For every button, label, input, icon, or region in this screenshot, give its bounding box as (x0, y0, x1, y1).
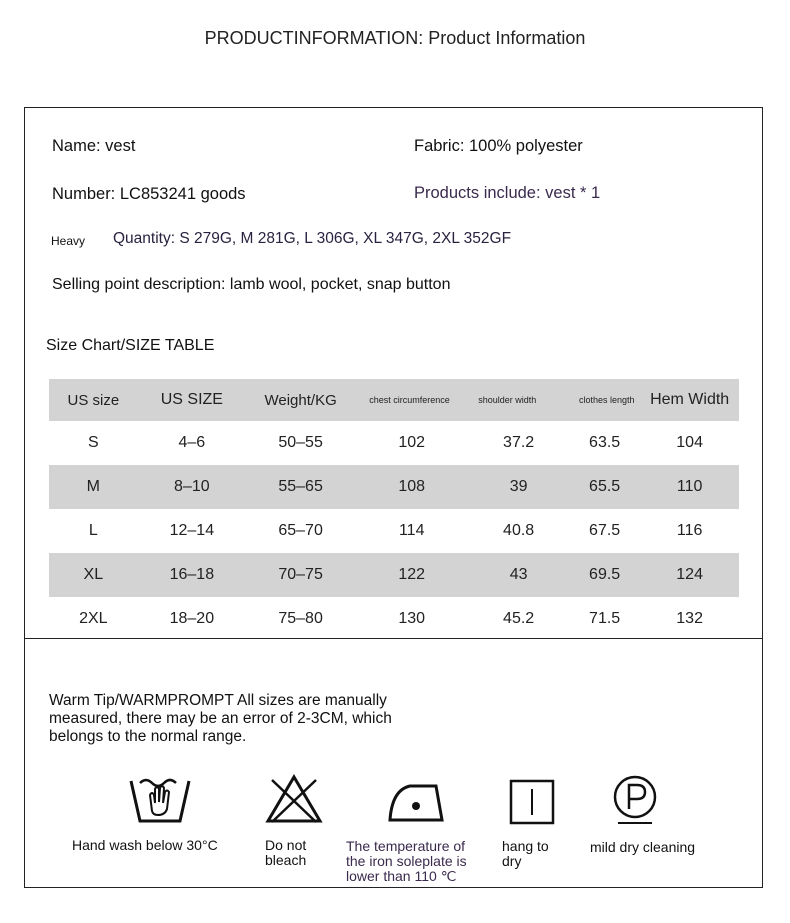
table-cell: 114 (398, 522, 425, 539)
table-cell: 104 (676, 434, 703, 451)
table-cell: 124 (640, 553, 739, 597)
table-row (49, 597, 739, 641)
table-cell: 122 (355, 553, 468, 597)
hand-wash-label: Hand wash below 30°C (72, 837, 218, 853)
header-weight: Weight/KG (246, 379, 355, 421)
table-cell: 12–14 (169, 522, 215, 539)
heavy-label: Heavy (51, 234, 86, 248)
table-row (49, 509, 739, 553)
table-cell: L (88, 522, 98, 539)
table-cell: 45.2 (503, 610, 535, 627)
table-cell: S (87, 434, 99, 451)
header-shoulder: shoulder width (468, 379, 569, 421)
table-cell: 130 (398, 610, 426, 627)
table-row (49, 421, 739, 465)
table-header-row (49, 379, 739, 421)
table-cell: 16–18 (138, 553, 246, 597)
table-cell: 69.5 (569, 553, 640, 597)
table-cell: 39 (468, 465, 569, 509)
table-row (49, 553, 739, 597)
no-bleach-label: Do not bleach (265, 837, 307, 868)
table-cell: 37.2 (503, 434, 535, 451)
table-cell: 70–75 (246, 553, 355, 597)
products-include: Products include: vest * 1 (414, 184, 601, 202)
warm-tip: Warm Tip/WARMPROMPT All sizes are manually measured, there may be an error of 2-3CM, which belongs to the normal range. (49, 692, 392, 745)
table-cell: 55–65 (246, 465, 355, 509)
table-cell: 65.5 (569, 465, 640, 509)
table-cell: 63.5 (589, 434, 621, 451)
product-name: Name: vest (52, 137, 136, 155)
table-cell: 110 (640, 465, 739, 509)
table-cell: M (49, 465, 138, 509)
header-chest: chest circumference (355, 379, 468, 421)
table-cell: 40.8 (503, 522, 535, 539)
table-cell: 132 (676, 610, 703, 627)
product-quantity: Quantity: S 279G, M 281G, L 306G, XL 347G, 2XL 352GF (113, 230, 512, 247)
table-row (49, 465, 739, 509)
header-length: clothes length (569, 379, 640, 421)
header-us-size-upper: US SIZE (138, 379, 246, 421)
table-cell: 43 (468, 553, 569, 597)
table-cell: 8–10 (138, 465, 246, 509)
hang-dry-icon (509, 779, 555, 825)
table-cell: 116 (676, 522, 703, 539)
iron-icon (386, 776, 446, 826)
no-bleach-icon (264, 772, 324, 826)
hand-wash-icon (128, 773, 192, 827)
table-cell: XL (49, 553, 138, 597)
table-cell: 67.5 (589, 522, 621, 539)
table-cell: 4–6 (178, 434, 206, 451)
hang-dry-label: hang to dry (502, 838, 549, 869)
dry-clean-label: mild dry cleaning (590, 839, 696, 855)
size-chart-title: Size Chart/SIZE TABLE (46, 337, 215, 354)
table-cell: 18–20 (169, 610, 215, 627)
dry-clean-icon (612, 773, 660, 827)
product-fabric: Fabric: 100% polyester (414, 137, 583, 155)
table-cell: 2XL (79, 610, 108, 627)
iron-label: The temperature of the iron soleplate is lower than 110 ℃ (346, 838, 467, 884)
table-cell: 65–70 (278, 522, 323, 539)
size-table (49, 379, 739, 641)
table-cell: 50–55 (278, 434, 323, 451)
table-cell: 71.5 (589, 610, 621, 627)
table-cell: 75–80 (278, 610, 323, 627)
product-number: Number: LC853241 goods (52, 185, 246, 203)
table-cell: 108 (355, 465, 468, 509)
table-cell: 102 (398, 434, 426, 451)
header-hem-width: Hem Width (640, 379, 739, 421)
selling-point: Selling point description: lamb wool, pocket, snap button (52, 276, 451, 293)
page-title: PRODUCTINFORMATION: Product Information (204, 28, 586, 48)
header-us-size: US size (49, 379, 138, 421)
